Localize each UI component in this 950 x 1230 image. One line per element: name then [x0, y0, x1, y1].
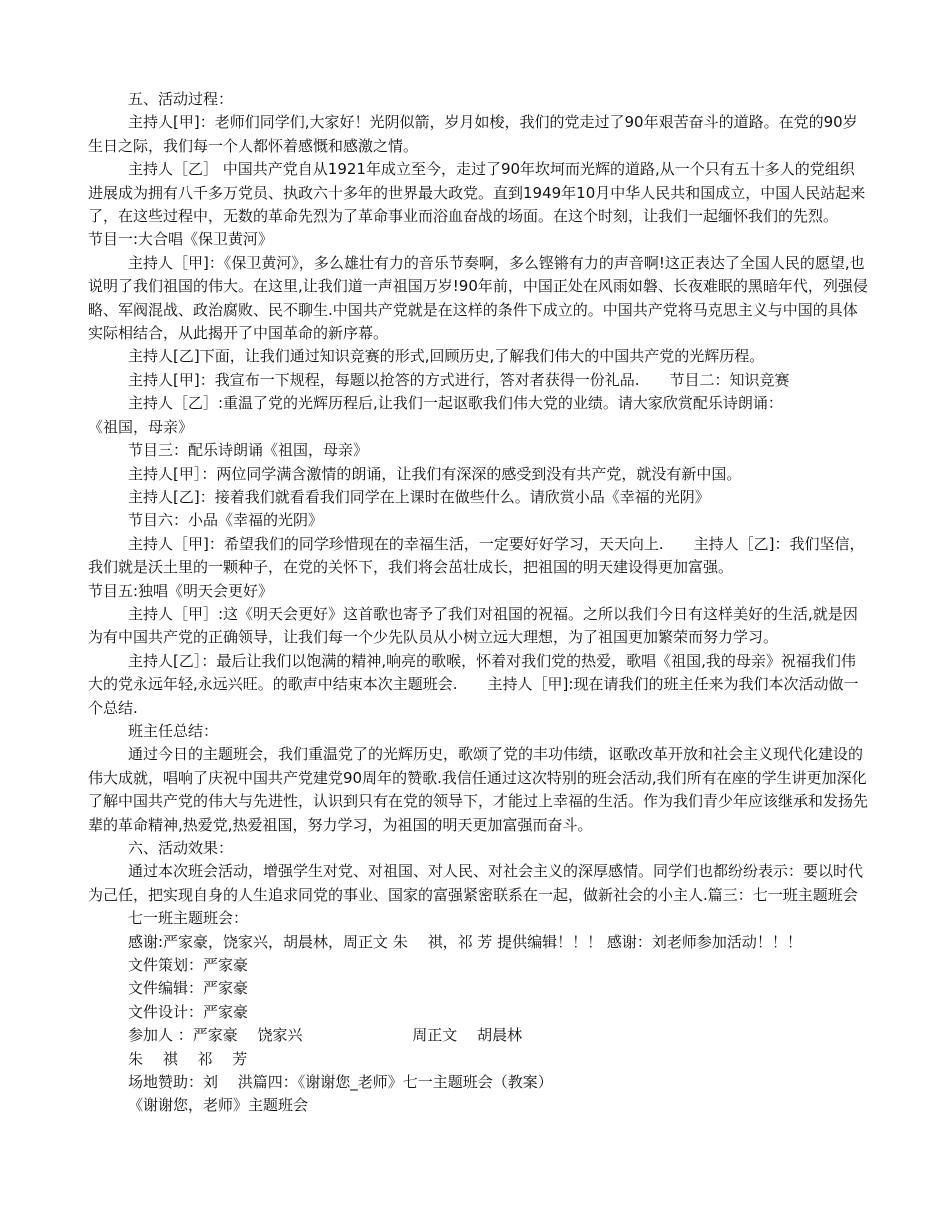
program-item: 节目三：配乐诗朗诵《祖国，母亲》	[128, 441, 369, 460]
credits-line: 场地赞助：刘 洪篇四：《谢谢您_老师》七一主题班会（教案）	[128, 1073, 553, 1092]
paragraph: 主持人[乙]：接着我们就看看我们同学在上课时在做些什么。请欣赏小品《幸福的光阴》	[128, 487, 710, 506]
participants-line: 参加人 ：严家豪 饶家兴 周正文 胡晨林	[128, 1026, 523, 1045]
paragraph: 主持人［甲]：希望我们的同学珍惜现在的幸福生活，一定要好好学习，天天向上. 主持人［乙]：我们坚信，我们就是沃土里的一颗种子，在党的关怀下，我们将会茁壮成长，把祖国的明天建设得更加富强。	[88, 534, 865, 577]
credits-line: 文件策划：严家豪	[128, 956, 249, 975]
section-heading: 五、活动过程：	[128, 90, 234, 108]
credits-line: 文件编辑：严家豪	[128, 979, 249, 998]
section-heading: 七一班主题班会：	[128, 909, 249, 928]
paragraph: 主持人[乙]下面，让我们通过知识竞赛的形式,回顾历史,了解我们伟大的中国共产党的光辉历程。	[128, 347, 765, 366]
credits-line: 感谢:严家豪，饶家兴，胡晨林，周正文 朱 祺，祁 芳 提供编辑！！！ 感谢：刘老师参加活动！！！	[128, 932, 802, 951]
credits-line: 文件设计：严家豪	[128, 1002, 249, 1021]
program-item: 节目六：小品《幸福的光阴》	[128, 511, 324, 530]
paragraph: 主持人［乙］ 中国共产党自从1921年成立至今，走过了90年坎坷而光辉的道路,从一个只有五十多人的党组织进展成为拥有八千多万党员、执政六十多年的世界最大政党。直到1949年10月中华人民共和国成立，中国人民站起来了，在这些过程中，无数的革命先烈为了革命事业而浴血奋战的场面。在这个时刻，让我们一起缅怀我们的先烈。 节目一:大合唱《保卫黄河》	[88, 160, 866, 249]
paragraph: 主持人［甲]：《保卫黄河》，多么雄壮有力的音乐节奏啊，多么铿锵有力的声音啊!这正表达了全国人民的愿望,也说明了我们祖国的伟大。在这里,让我们道一声祖国万岁!90年前，中国正处在风雨如磐、长夜难眠的黑暗年代，列强侵略、军阀混战、政治腐败、民不聊生.中国共产党就是在这样的条件下成立的。中国共产党将马克思主义与中国的具体实际相结合，从此揭开了中国革命的新序幕。	[88, 253, 868, 343]
paragraph: 《祖国，母亲》	[88, 417, 194, 436]
paragraph: 通过今日的主题班会，我们重温党了的光辉历史，歌颂了党的丰功伟绩，讴歌改革开放和社会主义现代化建设的伟大成就，唱响了庆祝中国共产党建党90周年的赞歌.我信任通过这次特别的班会活动,我们所有在座的学生讲更加深化了解中国共产党的伟大与先进性，认识到只有在党的领导下，才能过上幸福的生活。作为我们青少年应该继承和发扬先辈的革命精神,热爱党,热爱祖国，努力学习，为祖国的明天更加富强而奋斗。	[88, 745, 869, 834]
paragraph: 主持人［乙］:重温了党的光辉历程后,让我们一起讴歌我们伟大党的业绩。请大家欣赏配乐诗朗诵：	[128, 394, 783, 413]
paragraph: 通过本次班会活动，增强学生对党、对祖国、对人民、对社会主义的深厚感情。同学们也都纷纷表示：要以时代为己任，把实现自身的人生追求同党的事业、国家的富强紧密联系在一起，做新社会的小主人.篇三：七一班主题班会	[88, 862, 864, 904]
paragraph: 主持人[乙］：最后让我们以饱满的精神,响亮的歌喉，怀着对我们党的热爱，歌唱《祖国,我的母亲》祝福我们伟大的党永远年轻,永远兴旺。的歌声中结束本次主题班会. 主持人［甲]:现在请我们的班主任来为我们本次活动做一个总结.	[88, 651, 859, 717]
participants-line: 朱 祺 祁 芳	[128, 1049, 248, 1068]
program-item: 节目五:独唱《明天会更好》	[88, 581, 274, 600]
paragraph: 主持人[甲]：我宣布一下规程，每题以抢答的方式进行，答对者获得一份礼品. 节目二：知识竞赛	[128, 370, 790, 389]
document-page	[88, 88, 868, 1118]
section-heading: 六、活动效果：	[128, 839, 234, 857]
paragraph: 主持人［甲］:这《明天会更好》这首歌也寄予了我们对祖国的祝福。之所以我们今日有这样美好的生活,就是因为有中国共产党的正确领导，让我们每一个少先队员从小树立远大理想，为了祖国更加繁荣而努力学习。	[88, 604, 858, 647]
section-heading: 班主任总结：	[128, 721, 219, 740]
paragraph: 主持人[甲]：老师们同学们,大家好！光阴似箭，岁月如梭，我们的党走过了90年艰苦奋斗的道路。在党的90岁生日之际，我们每一个人都怀着感慨和感激之情。	[88, 113, 858, 155]
paragraph: 主持人[甲］：两位同学满含激情的朗诵，让我们有深深的感受到没有共产党，就没有新中国。	[128, 464, 742, 483]
section-heading: 《谢谢您，老师》主题班会	[128, 1096, 309, 1115]
